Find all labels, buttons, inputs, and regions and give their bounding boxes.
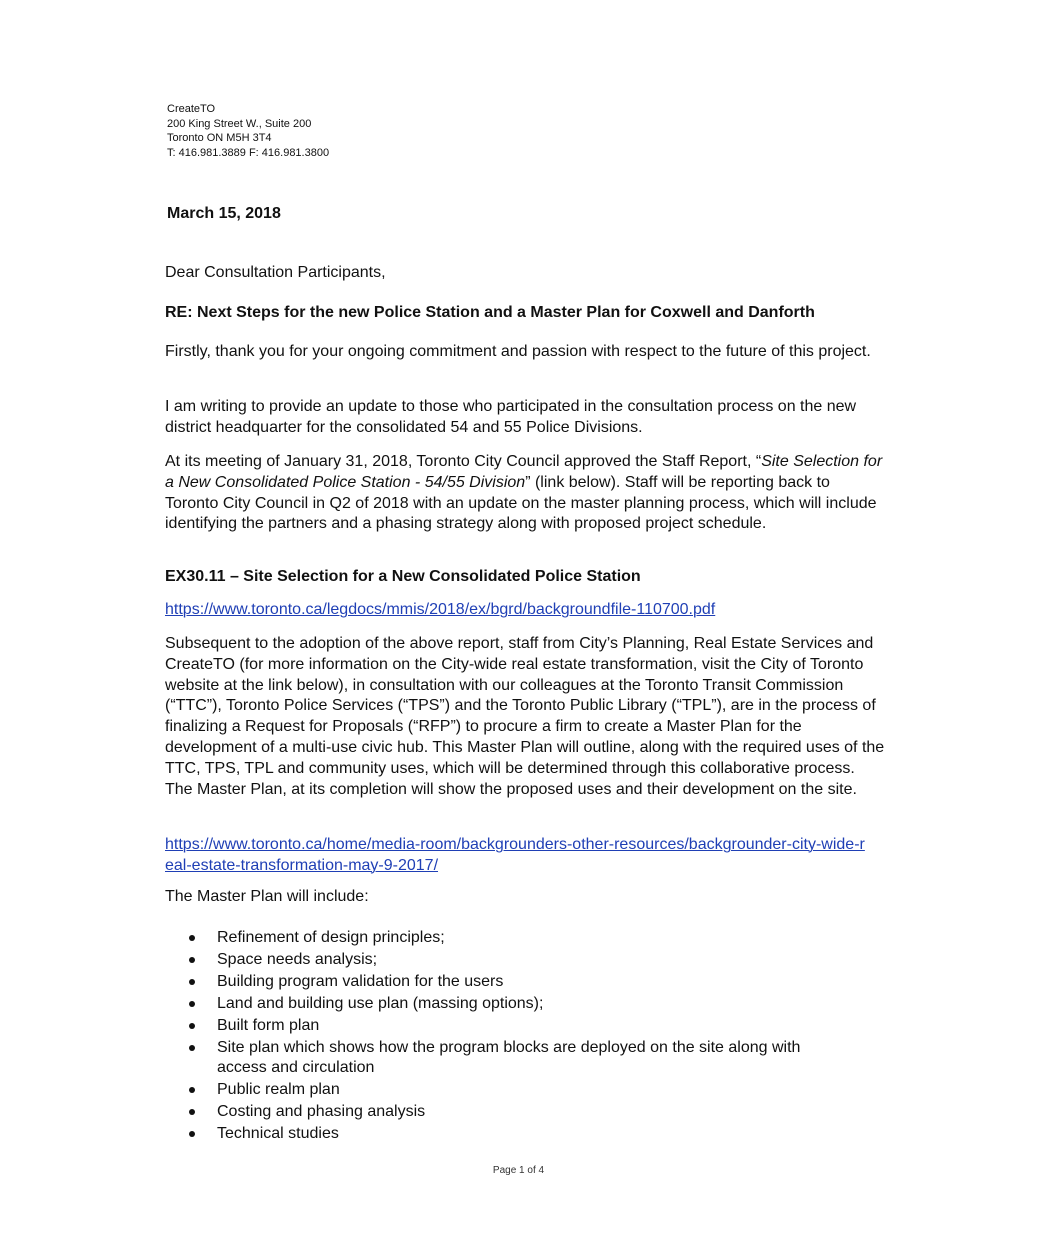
list-item-text: Technical studies xyxy=(217,1125,339,1142)
letter-date: March 15, 2018 xyxy=(167,205,281,222)
list-item xyxy=(185,1101,865,1123)
report-link[interactable]: https://www.toronto.ca/legdocs/mmis/2018/ex/bgrd/backgroundfile-110700.pdf xyxy=(165,601,716,618)
bullet-icon xyxy=(189,1131,195,1137)
transformation-link-container xyxy=(165,835,865,877)
sender-address-line1: 200 King Street W., Suite 200 xyxy=(167,117,312,130)
list-item-text: Built form plan xyxy=(217,1017,320,1034)
bullet-icon xyxy=(189,957,195,963)
list-item xyxy=(185,1015,865,1037)
list-item xyxy=(185,1079,865,1101)
list-item xyxy=(185,1123,865,1145)
list-item xyxy=(185,1037,865,1079)
transformation-link[interactable]: https://www.toronto.ca/home/media-room/backgrounders-other-resources/backgrounder-city-wide-real-estate-transformation-may-9-2017/ xyxy=(165,836,865,874)
bullet-icon xyxy=(189,979,195,985)
council-paragraph xyxy=(165,452,885,535)
list-item xyxy=(185,993,865,1015)
list-item-text: Building program validation for the users xyxy=(217,973,504,990)
bullet-icon xyxy=(189,1045,195,1051)
report-link-container xyxy=(165,600,885,621)
sender-phone-fax: T: 416.981.3889 F: 416.981.3800 xyxy=(167,146,330,159)
list-item-text: Costing and phasing analysis xyxy=(217,1103,426,1120)
list-item xyxy=(185,949,865,971)
list-item xyxy=(185,971,865,993)
bullet-icon xyxy=(189,1001,195,1007)
update-paragraph: I am writing to provide an update to those who participated in the consultation process on the new district headquarter for the consolidated 54 and 55 Police Divisions. xyxy=(165,398,857,436)
section-heading: EX30.11 – Site Selection for a New Consolidated Police Station xyxy=(165,568,641,585)
master-plan-intro: The Master Plan will include: xyxy=(165,888,369,905)
sender-organization: CreateTO xyxy=(167,103,216,115)
subject-line: RE: Next Steps for the new Police Station and a Master Plan for Coxwell and Danforth xyxy=(165,304,815,321)
list-item xyxy=(185,927,865,949)
list-item-text: Site plan which shows how the program blocks are deployed on the site along with access and circulation xyxy=(217,1039,801,1076)
list-item-text: Land and building use plan (massing options); xyxy=(217,995,544,1012)
bullet-icon xyxy=(189,1023,195,1029)
master-plan-list xyxy=(185,927,865,1145)
bullet-icon xyxy=(189,1087,195,1093)
staff-report-title: Site Selection for a New Consolidated Police Station - 54/55 Division xyxy=(165,453,883,491)
page-indicator: Page 1 of 4 xyxy=(492,1165,545,1176)
list-item-text: Public realm plan xyxy=(217,1081,340,1098)
list-item-text: Refinement of design principles; xyxy=(217,929,445,946)
subsequent-paragraph: Subsequent to the adoption of the above report, staff from City’s Planning, Real Estate Services and CreateTO (for more information on the City-wide real estate transformation, visit the City of Toronto website at the link below), in consultation with our colleagues at the Toronto Transit Commission (“TTC”), Toronto Police Services (“TPS”) and the Toronto Public Library (“TPL”), are in the process of finalizing a Request for Proposals (“RFP”) to procure a firm to create a Master Plan for the development of a multi-use civic hub. This Master Plan will outline, along with the required uses of the TTC, TPS, TPL and community uses, which will be determined through this collaborative process. The Master Plan, at its completion will show the proposed uses and their development on the site. xyxy=(165,635,885,798)
list-item-text: Space needs analysis; xyxy=(217,951,378,968)
intro-paragraph: Firstly, thank you for your ongoing commitment and passion with respect to the future of this project. xyxy=(165,343,871,360)
council-text-after: ” (link below). Staff will be reporting back to Toronto City Council in Q2 of 2018 with an update on the master planning process, which will include identifying the partners and a phasing strategy along with proposed project schedule. xyxy=(165,473,877,533)
salutation: Dear Consultation Participants, xyxy=(165,264,386,281)
council-text-before: At its meeting of January 31, 2018, Toronto City Council approved the Staff Report, “ xyxy=(165,453,762,470)
sender-address-line2: Toronto ON M5H 3T4 xyxy=(167,132,272,144)
bullet-icon xyxy=(189,935,195,941)
sender-address-block xyxy=(167,102,329,160)
bullet-icon xyxy=(189,1109,195,1115)
